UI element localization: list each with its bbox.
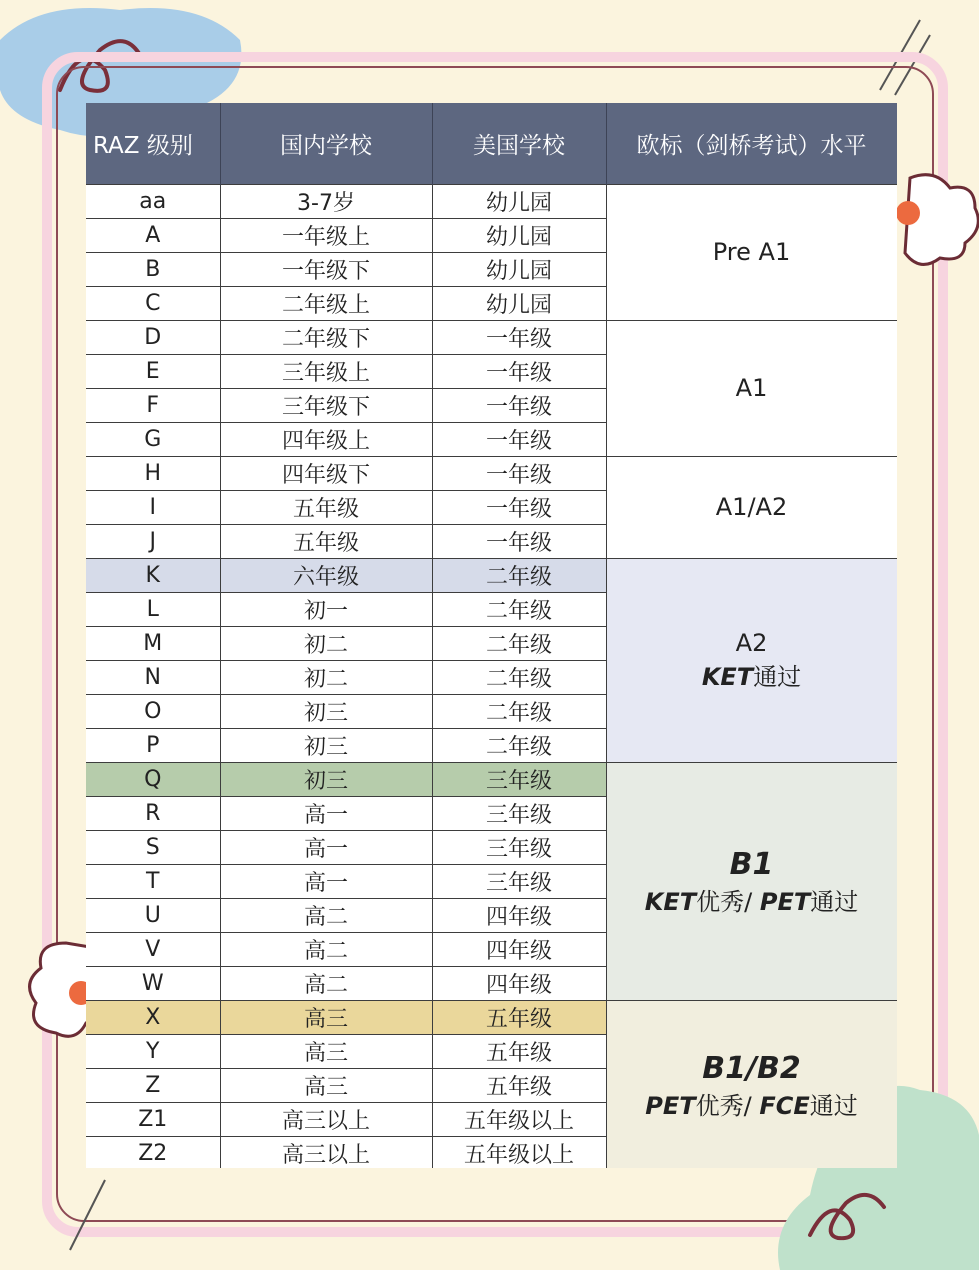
domestic-cell: 高二 <box>220 899 432 933</box>
domestic-cell: 初三 <box>220 729 432 763</box>
raz-cell: S <box>86 831 220 865</box>
exam-ket-label: KET <box>701 662 754 691</box>
raz-cell: G <box>86 423 220 457</box>
table-row <box>86 321 897 355</box>
exam-pass-label: 通过 <box>753 662 802 691</box>
us-cell: 二年级 <box>432 661 606 695</box>
raz-cell: V <box>86 933 220 967</box>
cefr-b1b2-cell <box>606 1001 897 1169</box>
raz-cell: P <box>86 729 220 763</box>
exam-excellent-label: 优秀/ <box>695 1091 760 1120</box>
domestic-cell: 初二 <box>220 661 432 695</box>
table-row-highlighted <box>86 559 897 593</box>
domestic-cell: 五年级 <box>220 491 432 525</box>
raz-cell: aa <box>86 185 220 219</box>
raz-level-table-card <box>86 103 897 1168</box>
domestic-cell: 初二 <box>220 627 432 661</box>
domestic-cell: 高三 <box>220 1069 432 1103</box>
table-row-highlighted <box>86 1001 897 1035</box>
domestic-cell: 初一 <box>220 593 432 627</box>
us-cell: 一年级 <box>432 355 606 389</box>
us-cell: 一年级 <box>432 389 606 423</box>
us-cell: 二年级 <box>432 559 606 593</box>
domestic-cell: 高三 <box>220 1001 432 1035</box>
exam-fce-label: FCE <box>759 1091 810 1120</box>
domestic-cell: 四年级下 <box>220 457 432 491</box>
us-cell: 五年级 <box>432 1035 606 1069</box>
cefr-level-label: B1 <box>729 846 774 882</box>
us-cell: 幼儿园 <box>432 185 606 219</box>
raz-cell: N <box>86 661 220 695</box>
domestic-cell: 高一 <box>220 797 432 831</box>
domestic-cell: 3-7岁 <box>220 185 432 219</box>
raz-cell: U <box>86 899 220 933</box>
exam-pet-label: PET <box>645 1091 696 1120</box>
raz-cell: E <box>86 355 220 389</box>
us-cell: 三年级 <box>432 797 606 831</box>
raz-cell: R <box>86 797 220 831</box>
us-cell: 一年级 <box>432 423 606 457</box>
header-raz-level: RAZ 级别 <box>86 103 220 185</box>
cefr-level-label: A1 <box>735 373 768 402</box>
raz-cell: D <box>86 321 220 355</box>
domestic-cell: 高三 <box>220 1035 432 1069</box>
domestic-cell: 三年级上 <box>220 355 432 389</box>
us-cell: 四年级 <box>432 933 606 967</box>
table-row-highlighted <box>86 763 897 797</box>
domestic-cell: 初三 <box>220 763 432 797</box>
table-row <box>86 457 897 491</box>
domestic-cell: 高二 <box>220 967 432 1001</box>
cefr-level-label: A1/A2 <box>715 492 788 521</box>
raz-cell: Q <box>86 763 220 797</box>
domestic-cell: 四年级上 <box>220 423 432 457</box>
us-cell: 五年级 <box>432 1069 606 1103</box>
domestic-cell: 六年级 <box>220 559 432 593</box>
domestic-cell: 二年级上 <box>220 287 432 321</box>
flower-right-decoration <box>890 168 979 268</box>
raz-cell: Z1 <box>86 1103 220 1137</box>
raz-cell: I <box>86 491 220 525</box>
us-cell: 一年级 <box>432 321 606 355</box>
us-cell: 幼儿园 <box>432 253 606 287</box>
cefr-level-label: A2 <box>735 628 768 657</box>
us-cell: 五年级以上 <box>432 1103 606 1137</box>
us-cell: 四年级 <box>432 967 606 1001</box>
us-cell: 幼儿园 <box>432 219 606 253</box>
cefr-a1a2-cell <box>606 457 897 559</box>
raz-cell: W <box>86 967 220 1001</box>
exam-pass-label: 通过 <box>810 887 859 916</box>
cefr-pre-a1-cell <box>606 185 897 321</box>
us-cell: 二年级 <box>432 627 606 661</box>
us-cell: 二年级 <box>432 695 606 729</box>
us-cell: 二年级 <box>432 729 606 763</box>
domestic-cell: 初三 <box>220 695 432 729</box>
raz-cell: T <box>86 865 220 899</box>
exam-excellent-label: 优秀/ <box>696 887 760 916</box>
us-cell: 五年级 <box>432 1001 606 1035</box>
raz-cell: K <box>86 559 220 593</box>
cefr-a1-cell <box>606 321 897 457</box>
us-cell: 三年级 <box>432 865 606 899</box>
cefr-level-label: Pre A1 <box>712 237 791 266</box>
us-cell: 一年级 <box>432 491 606 525</box>
raz-cell: Z2 <box>86 1137 220 1169</box>
raz-cell: O <box>86 695 220 729</box>
header-cefr-level: 欧标（剑桥考试）水平 <box>606 103 897 185</box>
us-cell: 幼儿园 <box>432 287 606 321</box>
table-header-row <box>86 103 897 185</box>
raz-level-table <box>86 103 897 1168</box>
slash-lines-bottom-decoration <box>60 1170 120 1260</box>
domestic-cell: 高三以上 <box>220 1137 432 1169</box>
raz-cell: J <box>86 525 220 559</box>
domestic-cell: 高一 <box>220 831 432 865</box>
domestic-cell: 三年级下 <box>220 389 432 423</box>
cefr-b1-cell <box>606 763 897 1001</box>
us-cell: 四年级 <box>432 899 606 933</box>
us-cell: 二年级 <box>432 593 606 627</box>
table-row <box>86 185 897 219</box>
raz-cell: B <box>86 253 220 287</box>
domestic-cell: 一年级上 <box>220 219 432 253</box>
us-cell: 一年级 <box>432 525 606 559</box>
domestic-cell: 一年级下 <box>220 253 432 287</box>
raz-cell: Z <box>86 1069 220 1103</box>
raz-cell: Y <box>86 1035 220 1069</box>
domestic-cell: 二年级下 <box>220 321 432 355</box>
raz-cell: C <box>86 287 220 321</box>
domestic-cell: 高一 <box>220 865 432 899</box>
cefr-a2-cell <box>606 559 897 763</box>
cefr-level-label: B1/B2 <box>702 1050 801 1086</box>
exam-pet-label: PET <box>759 887 811 916</box>
header-domestic-school: 国内学校 <box>220 103 432 185</box>
us-cell: 三年级 <box>432 831 606 865</box>
us-cell: 一年级 <box>432 457 606 491</box>
exam-ket-label: KET <box>644 887 697 916</box>
us-cell: 五年级以上 <box>432 1137 606 1169</box>
raz-cell: A <box>86 219 220 253</box>
raz-cell: F <box>86 389 220 423</box>
us-cell: 三年级 <box>432 763 606 797</box>
raz-cell: M <box>86 627 220 661</box>
exam-pass-label: 通过 <box>809 1091 858 1120</box>
domestic-cell: 五年级 <box>220 525 432 559</box>
domestic-cell: 高三以上 <box>220 1103 432 1137</box>
raz-cell: H <box>86 457 220 491</box>
domestic-cell: 高二 <box>220 933 432 967</box>
header-us-school: 美国学校 <box>432 103 606 185</box>
raz-cell: X <box>86 1001 220 1035</box>
raz-cell: L <box>86 593 220 627</box>
